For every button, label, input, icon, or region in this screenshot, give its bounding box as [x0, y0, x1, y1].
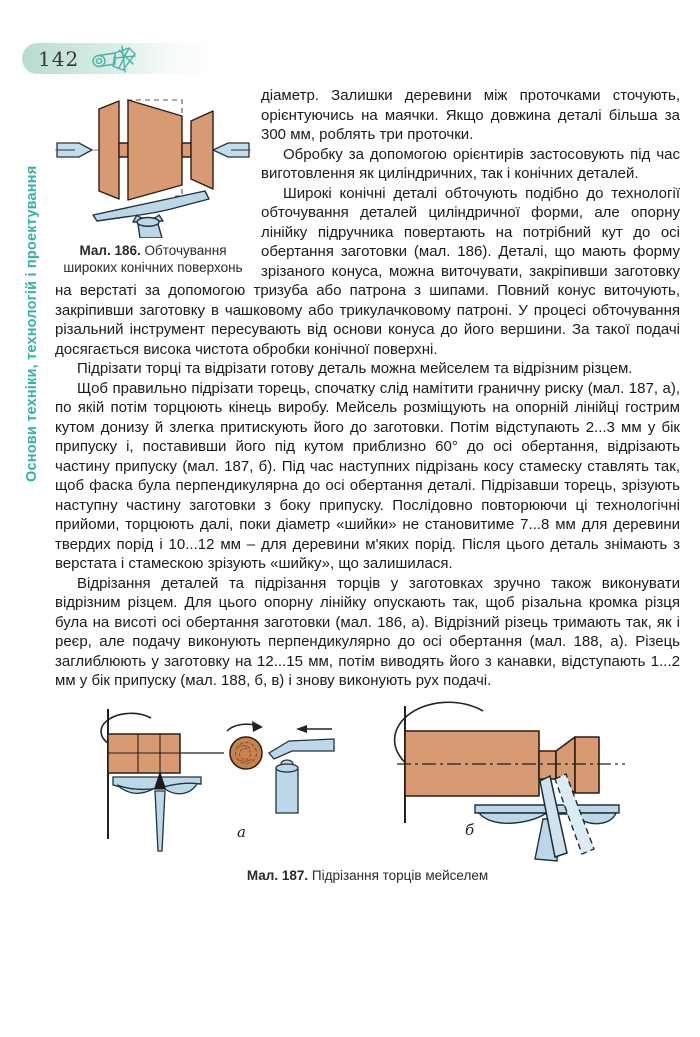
body-paragraph-1: діаметр. Залишки деревини між проточками сточують, орієнтуючись на маячки. Якщо довжина деталі більша за 300 мм, роблять три проточки. [261, 87, 680, 143]
figure-187-caption-number: Мал. 187. [246, 867, 309, 883]
figure-186-caption [55, 242, 251, 276]
body-paragraph-4: Підрізати торці та відрізати готову деталь можна мейселем та відрізним різцем. [77, 360, 633, 377]
page-number-badge [22, 43, 214, 74]
body-paragraph-5: Щоб правильно підрізати торець, спочатку слід намітити граничну риску (мал. 187, а), по якій потім торцюють кінець виробу. Мейсель розміщують на опорній лінійці гострим кутом донизу й злегка притискують його до заготовки. Потім відступають 2...3 мм у бік припуску і, поставивши його під кутом приблизно 60° до осі обертання, відрізають частину припуску (мал. 187, б). Під час наступних підрізань косу стамеску ставлять так, щоб фаска була перпендикулярна до осі обертання деталі. Підрізавши торець, зрізують наступну частину заготовки з боку припуску. Послідовно повторюючи ці технологічні прийоми, торцюють далі, поки діаметр «шийки» не становитиме 7...8 мм для деревини твердих порід і 10...12 мм – для деревини м'яких порід. Після цього деталь знімають з верстата і стамескою зрізують «шийку», що залишилася. [55, 379, 680, 572]
figure-187b-illustration [387, 701, 687, 863]
page-number: 142 [38, 46, 80, 71]
figure-186-illustration [55, 88, 251, 238]
mejsel-chisel [269, 739, 334, 813]
body-paragraph-6: Відрізання деталей та підрізання торців у заготовках зручно також виконувати відрізним різцем. Для цього опорну лінійку опускають так, щоб різальна кромка різця була на висоті осі обертання заготовки (мал. 186, а). Відрізний різець тримають так, як і реєр, але подачу виконують перпендикулярно до осі обертання (мал. 188, а). Різець заглиблюють у заготовку на 12...15 мм, потім виводять його з канавки, відступають 1...2 мм у бік припуску (мал. 188, б, в) і знову виконують рух подачі. [55, 574, 680, 689]
figure-187 [55, 701, 680, 863]
figure-187b-label: б [465, 820, 475, 839]
figure-186 [55, 86, 251, 276]
body-paragraph-3: Широкі конічні деталі обточують подібно до технології обточування деталей циліндричної форми, але опорну лінійку підручника повертають на потрібний кут до осі обертання заготовки (мал. 186). Деталі, що мають форму зрізаного конуса, можна виточувати, закріпивши заготовку на верстаті за допомогою тризуба або патрона з шипами. Повний конус виточують, закріпивши заготовку в чашковому або трикулачковому патроні. У процесі обточування різальний інструмент пересувають від основи конуса до його вершини. За такої подачі досягається висока чистота обробки конічної поверхні. [55, 184, 680, 358]
workpiece-end-view [230, 737, 262, 769]
figure-187-caption [55, 867, 680, 884]
figure-186-caption-text: Обточування широких конічних поверхонь [63, 243, 243, 275]
figure-187a-illustration [83, 701, 335, 853]
body-paragraph-2: Обробку за допомогою орієнтирів застосовують під час виготовлення як циліндричних, так і конічних деталей. [261, 145, 680, 182]
workpiece-cones [99, 100, 213, 200]
figure-187-caption-text: Підрізання торців мейселем [308, 867, 489, 883]
tool-rest [93, 191, 209, 238]
figure-187a-label: а [237, 822, 246, 841]
sidebar-section-title: Основи техніки, технологій і проектування [24, 165, 40, 482]
workpiece-cylinder [108, 734, 180, 773]
main-text-column [55, 86, 680, 884]
figure-186-caption-number: Мал. 186. [79, 243, 141, 258]
lathe-sketch-icon [89, 44, 141, 74]
